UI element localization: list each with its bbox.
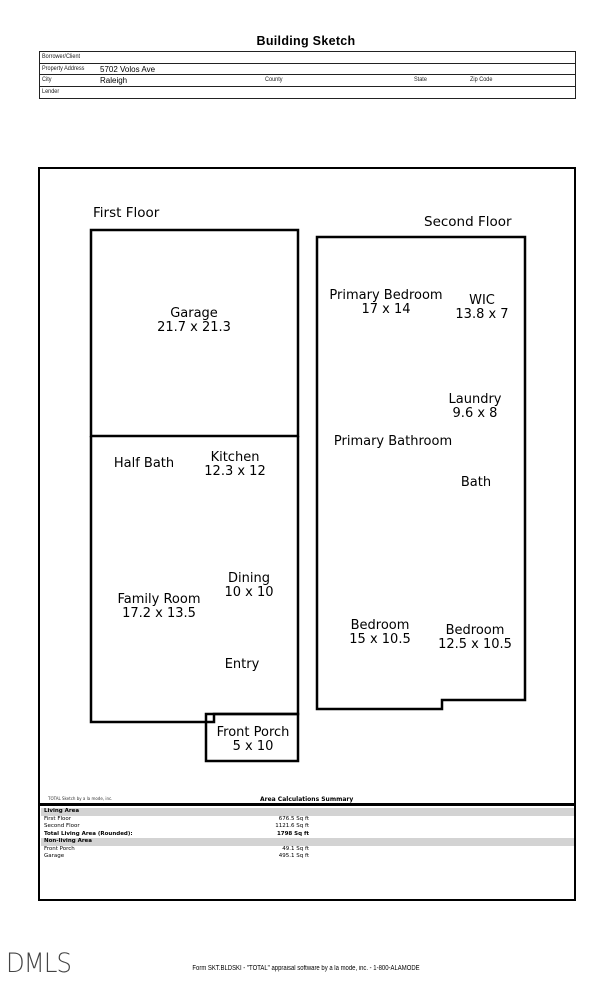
room-name: Kitchen: [210, 450, 260, 465]
row-value: 676.5 Sq ft: [278, 815, 309, 822]
zip-label: Zip Code: [470, 76, 493, 83]
room-name: WIC: [469, 293, 495, 308]
sketch-credit: TOTAL Sketch by a la mode, inc.: [48, 796, 113, 801]
room-family-room: [118, 593, 201, 621]
room-dims: 12.3 x 12: [204, 464, 266, 479]
room-dims: 9.6 x 8: [452, 406, 498, 421]
borrower-label: Borrower/Client: [42, 53, 81, 60]
room-name: Front Porch: [216, 725, 290, 740]
summary-row-front-porch: [41, 846, 574, 854]
area-summary-title: Area Calculations Summary: [260, 796, 354, 803]
room-dims: 10 x 10: [224, 585, 274, 600]
room-dims: 13.8 x 7: [455, 307, 509, 322]
room-bedroom-2: [349, 619, 410, 647]
summary-row-non-living-area: [41, 838, 574, 846]
row-value: 49.1 Sq ft: [282, 845, 309, 852]
room-laundry: [449, 393, 502, 421]
room-name: Dining: [228, 571, 270, 586]
room-dims: 21.7 x 21.3: [157, 320, 231, 335]
summary-divider: [38, 803, 576, 806]
room-name: Bedroom: [350, 618, 410, 633]
room-name: Bath: [460, 475, 492, 490]
room-name: Laundry: [448, 392, 502, 407]
first-floor-title: First Floor: [93, 205, 160, 221]
county-label: County: [265, 76, 283, 83]
summary-row-garage: [41, 853, 574, 861]
row-label: Non-living Area: [44, 838, 92, 844]
second-floor-title: Second Floor: [424, 214, 512, 230]
row-label: First Floor: [44, 815, 72, 822]
city-value: Raleigh: [100, 76, 128, 85]
summary-row-first-floor: [41, 816, 574, 824]
room-name: Primary Bedroom: [329, 288, 443, 303]
room-name: Half Bath: [113, 456, 175, 471]
room-primary-bathroom: [334, 435, 452, 449]
room-entry: [225, 658, 260, 672]
room-name: Entry: [224, 657, 260, 672]
row-label: Second Floor: [44, 823, 80, 829]
room-name: Garage: [170, 306, 218, 321]
room-dims: 5 x 10: [232, 739, 274, 754]
city-label: City: [42, 76, 52, 83]
row-label: Total Living Area (Rounded):: [44, 830, 133, 837]
room-dining: [224, 572, 273, 600]
room-bedroom-3: [438, 624, 512, 652]
room-dims: 17 x 14: [361, 302, 411, 317]
room-dims: 17.2 x 13.5: [122, 606, 196, 621]
room-front-porch: [217, 726, 290, 754]
room-primary-bedroom: [329, 289, 442, 317]
address-value: 5702 Volos Ave: [100, 64, 156, 74]
room-bath: [461, 476, 491, 490]
room-dims: 15 x 10.5: [349, 632, 411, 647]
form-footer: Form SKT.BLDSKI - "TOTAL" appraisal software by a la mode, inc. - 1-800-ALAMODE: [192, 965, 420, 972]
summary-row-living-area: [41, 808, 574, 816]
row-label: Front Porch: [44, 845, 75, 852]
summary-row-second-floor: [41, 823, 574, 831]
room-name: Bedroom: [445, 623, 505, 638]
row-label: Garage: [44, 853, 65, 859]
address-label: Property Address: [42, 64, 85, 72]
row-label: Living Area: [44, 808, 80, 814]
room-garage: [157, 307, 231, 335]
row-value: 1121.6 Sq ft: [275, 823, 309, 829]
lender-label: Lender: [42, 87, 60, 95]
room-kitchen: [204, 451, 265, 479]
row-value: 495.1 Sq ft: [278, 853, 309, 859]
room-wic: [455, 294, 508, 322]
row-value: 1798 Sq ft: [276, 830, 309, 837]
dmls-watermark-logo: DMLS: [6, 948, 72, 979]
area-summary-table: [41, 808, 574, 861]
state-label: State: [414, 76, 427, 83]
room-name: Primary Bathroom: [333, 434, 453, 449]
room-half-bath: [114, 457, 174, 471]
document-title: Building Sketch: [256, 34, 356, 48]
summary-row-total-living: [41, 831, 574, 839]
room-dims: 12.5 x 10.5: [438, 637, 512, 652]
room-name: Family Room: [117, 592, 201, 607]
